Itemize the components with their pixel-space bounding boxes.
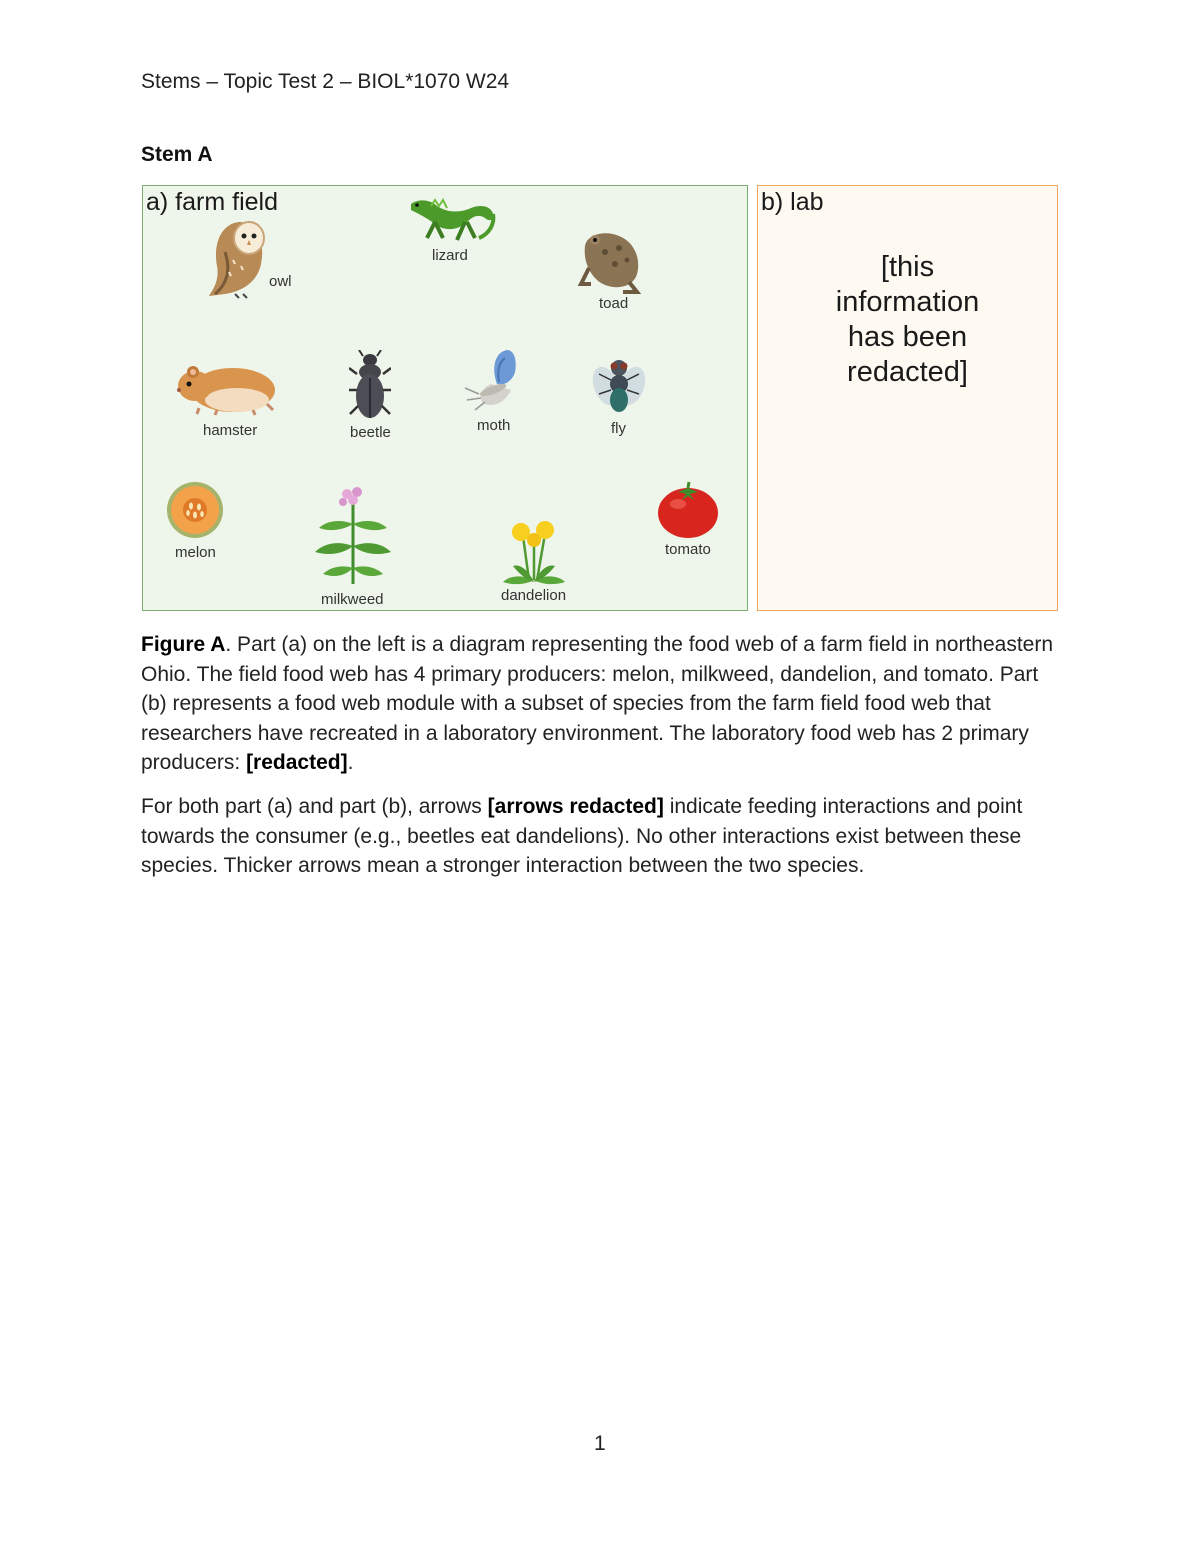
moth-label: moth: [477, 417, 511, 434]
arrows-paragraph: [141, 792, 1061, 881]
redacted-line: redacted]: [847, 356, 968, 388]
panel-b-label: b) lab: [761, 188, 824, 216]
stem-title: Stem A: [141, 143, 213, 166]
beetle-icon: [349, 350, 391, 420]
caption-lead: Figure A: [141, 633, 226, 656]
melon-icon: [165, 480, 225, 540]
fly-icon: [591, 354, 647, 418]
moth-icon: [461, 348, 527, 414]
caption-redacted: [redacted]: [246, 751, 348, 774]
beetle-label: beetle: [350, 424, 391, 441]
toad-label: toad: [599, 295, 629, 312]
redacted-line: information: [835, 286, 980, 318]
melon-label: melon: [175, 544, 216, 561]
caption-text: . Part (a) on the left is a diagram representing the food web of a farm field in northeastern Ohio. The field food web has 4 primary producers: melon, milkweed, dandelion, and tomato. Part (b) represents a food web module with a subset of species from the farm field food web that researchers have recreated in a laboratory environment. The laboratory food web has 2 primary producers:: [141, 633, 1054, 774]
page-number: 1: [594, 1432, 606, 1455]
owl-label: owl: [269, 273, 292, 290]
dandelion-icon: [501, 516, 567, 588]
fly-label: fly: [611, 420, 626, 437]
tomato-label: tomato: [665, 541, 711, 558]
figure-panel-farm-field: [142, 185, 748, 611]
hamster-icon: [175, 358, 279, 416]
lizard-icon: [405, 194, 497, 248]
page-header: Stems – Topic Test 2 – BIOL*1070 W24: [141, 70, 510, 93]
paragraph-text: indicate feeding interactions and point towards the consumer (e.g., beetles eat dandelions). No other interactions exist between these species. Thicker arrows mean a stronger interaction between the two species.: [141, 795, 1023, 877]
figure-caption: [141, 630, 1061, 778]
toad-icon: [575, 228, 645, 294]
paragraph-redacted: [arrows redacted]: [487, 795, 664, 818]
hamster-label: hamster: [203, 422, 258, 439]
redacted-notice: [758, 250, 1057, 390]
caption-end: .: [347, 751, 354, 774]
tomato-icon: [656, 480, 720, 540]
redacted-line: [this: [880, 251, 935, 283]
lizard-label: lizard: [432, 247, 468, 264]
paragraph-text: For both part (a) and part (b), arrows: [141, 795, 488, 818]
redacted-line: has been: [847, 321, 968, 353]
milkweed-label: milkweed: [321, 591, 384, 608]
panel-a-label: a) farm field: [146, 188, 278, 216]
dandelion-label: dandelion: [501, 587, 567, 604]
milkweed-icon: [313, 484, 393, 588]
figure-panel-lab: [757, 185, 1058, 611]
